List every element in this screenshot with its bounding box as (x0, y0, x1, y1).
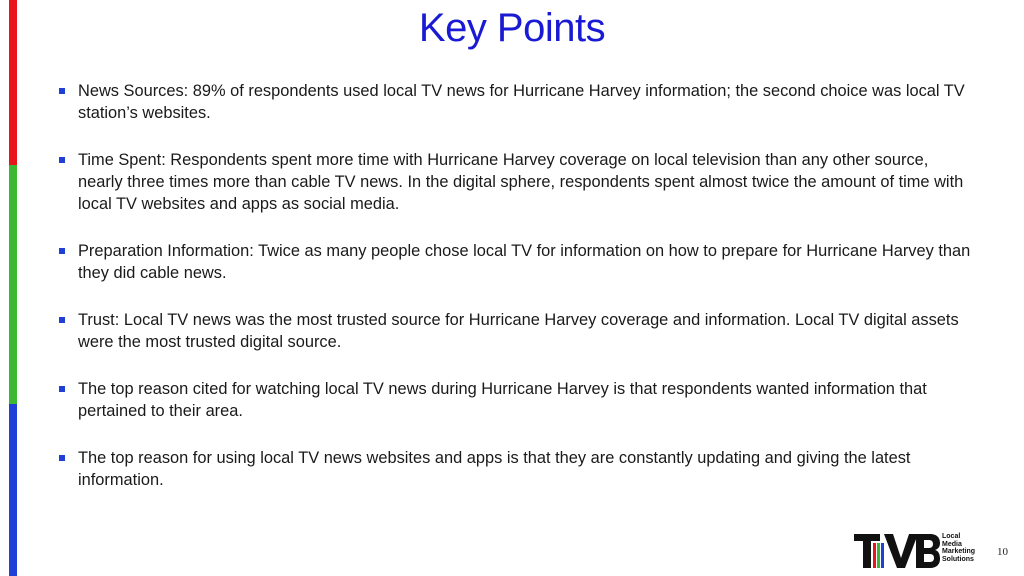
tvb-logo-mark (854, 534, 940, 568)
bullet-text: Preparation Information: Twice as many people chose local TV for information on how to prepare for Hurricane Harvey than they did cable news. (78, 242, 971, 282)
bullet-item-preparation (56, 240, 976, 284)
bullet-square-icon (59, 88, 65, 94)
bullet-square-icon (59, 157, 65, 163)
bullet-text: Trust: Local TV news was the most trusted source for Hurricane Harvey coverage and information. Local TV digital assets were the most trusted digital source. (78, 311, 959, 351)
page-number: 10 (997, 546, 1008, 558)
bullet-text: Time Spent: Respondents spent more time with Hurricane Harvey coverage on local television than any other source, nearly three times more than cable TV news. In the digital sphere, respondents spent almost twice the amount of time with local TV websites and apps as social media. (78, 151, 964, 213)
slide-title: Key Points (418, 6, 606, 50)
tvb-logo (854, 530, 984, 570)
bullet-square-icon (59, 317, 65, 323)
bullet-text: The top reason for using local TV news websites and apps is that they are constantly updating and giving the latest information. (78, 449, 911, 489)
bullet-list (56, 80, 976, 491)
bullet-item-news-sources (56, 80, 976, 124)
bullet-text: News Sources: 89% of respondents used local TV news for Hurricane Harvey information; the second choice was local TV station’s websites. (78, 82, 965, 122)
bullet-square-icon (59, 386, 65, 392)
tvb-logo-tagline: Local Media Marketing Solutions (942, 533, 976, 563)
bullet-item-top-reason-websites (56, 447, 976, 491)
accent-bar-green (9, 165, 17, 404)
bullet-item-top-reason-watching (56, 378, 976, 422)
bullet-item-trust (56, 309, 976, 353)
bullet-square-icon (59, 248, 65, 254)
bullet-item-time-spent (56, 149, 976, 215)
bullet-square-icon (59, 455, 65, 461)
accent-bar-blue (9, 404, 17, 576)
bullet-text: The top reason cited for watching local TV news during Hurricane Harvey is that respondents wanted information that pertained to their area. (78, 380, 927, 420)
